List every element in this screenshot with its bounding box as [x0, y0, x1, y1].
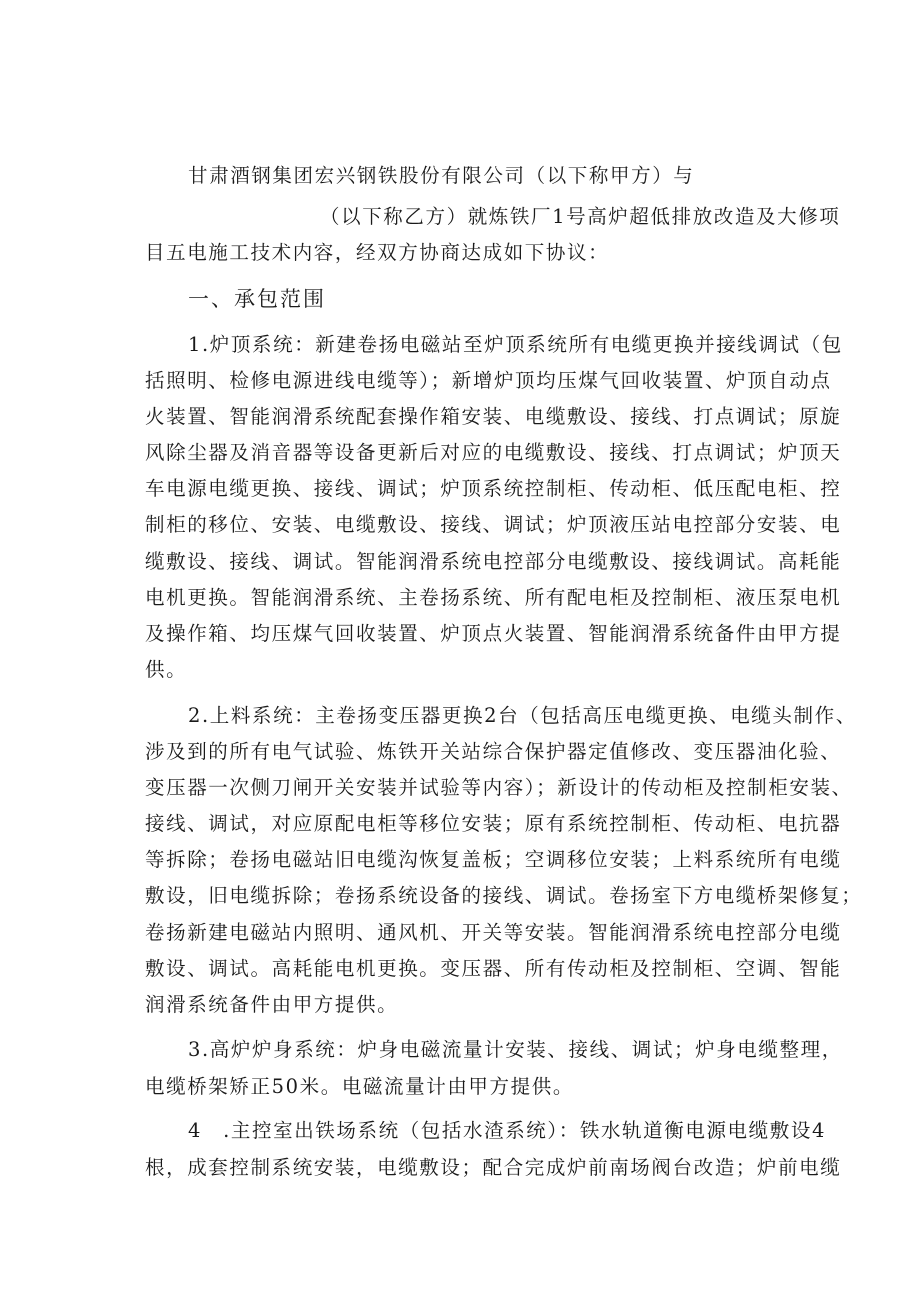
intro-line-3: 目五电施工技术内容，经双方协商达成如下协议： [145, 241, 610, 264]
item2-line: 敷设，旧电缆拆除；卷扬系统设备的接线、调试。卷扬室下方电缆桥架修复； [145, 884, 863, 907]
item1-line: 制柜的移位、安装、电缆敷设、接线、调试；炉顶液压站电控部分安装、电 [145, 513, 842, 536]
item2-line: 润滑系统备件由甲方提供。 [145, 993, 399, 1016]
item2-line: 变压器一次侧刀闸开关安装并试验等内容）；新设计的传动柜及控制柜安装、 [145, 776, 853, 799]
item3-line: 3.高炉炉身系统：炉身电磁流量计安装、接线、调试；炉身电缆整理， [188, 1038, 843, 1061]
intro-line-1: 甘肃酒钢集团宏兴钢铁股份有限公司（以下称甲方）与 [188, 164, 695, 187]
item1-line: 供。 [145, 658, 188, 681]
item1-line: 火装置、智能润滑系统配套操作箱安装、电缆敷设、接线、打点调试；原旋 [145, 405, 842, 428]
item3-line: 电缆桥架矫正50米。电磁流量计由甲方提供。 [145, 1075, 574, 1098]
item1-line: 电机更换。智能润滑系统、主卷扬系统、所有配电柜及控制柜、液压泵电机 [145, 586, 842, 609]
item4-line: 4 .主控室出铁场系统（包括水渣系统）：铁水轨道衡电源电缆敷设4 [188, 1119, 826, 1142]
item4-line: 根，成套控制系统安装，电缆敷设；配合完成炉前南场阀台改造；炉前电缆 [145, 1156, 842, 1179]
item2-line: 2.上料系统：主卷扬变压器更换2台（包括高压电缆更换、电缆头制作、 [188, 704, 857, 727]
item1-line: 括照明、检修电源进线电缆等）；新增炉顶均压煤气回收装置、炉顶自动点 [145, 369, 832, 392]
item2-line: 涉及到的所有电气试验、炼铁开关站综合保护器定值修改、变压器油化验、 [145, 740, 842, 763]
item2-line: 接线、调试，对应原配电柜等移位安装；原有系统控制柜、传动柜、电抗器 [145, 812, 842, 835]
item2-line: 等拆除；卷扬电磁站旧电缆沟恢复盖板；空调移位安装；上料系统所有电缆 [145, 848, 842, 871]
item1-line: 缆敷设、接线、调试。智能润滑系统电控部分电缆敷设、接线调试。高耗能 [145, 550, 842, 573]
intro-line-2: （以下称乙方）就炼铁厂1号高炉超低排放改造及大修项 [320, 205, 841, 228]
item1-line: 1.炉顶系统：新建卷扬电磁站至炉顶系统所有电缆更换并接线调试（包 [188, 333, 843, 356]
section-heading-scope: 一、承包范围 [188, 287, 326, 311]
item1-line: 风除尘器及消音器等设备更新后对应的电缆敷设、接线、打点调试；炉顶天 [145, 441, 842, 464]
item2-line: 敷设、调试。高耗能电机更换。变压器、所有传动柜及控制柜、空调、智能 [145, 957, 842, 980]
item2-line: 卷扬新建电磁站内照明、通风机、开关等安装。智能润滑系统电控部分电缆 [145, 921, 842, 944]
item1-line: 车电源电缆更换、接线、调试；炉顶系统控制柜、传动柜、低压配电柜、控 [145, 477, 842, 500]
item1-line: 及操作箱、均压煤气回收装置、炉顶点火装置、智能润滑系统备件由甲方提 [145, 622, 842, 645]
